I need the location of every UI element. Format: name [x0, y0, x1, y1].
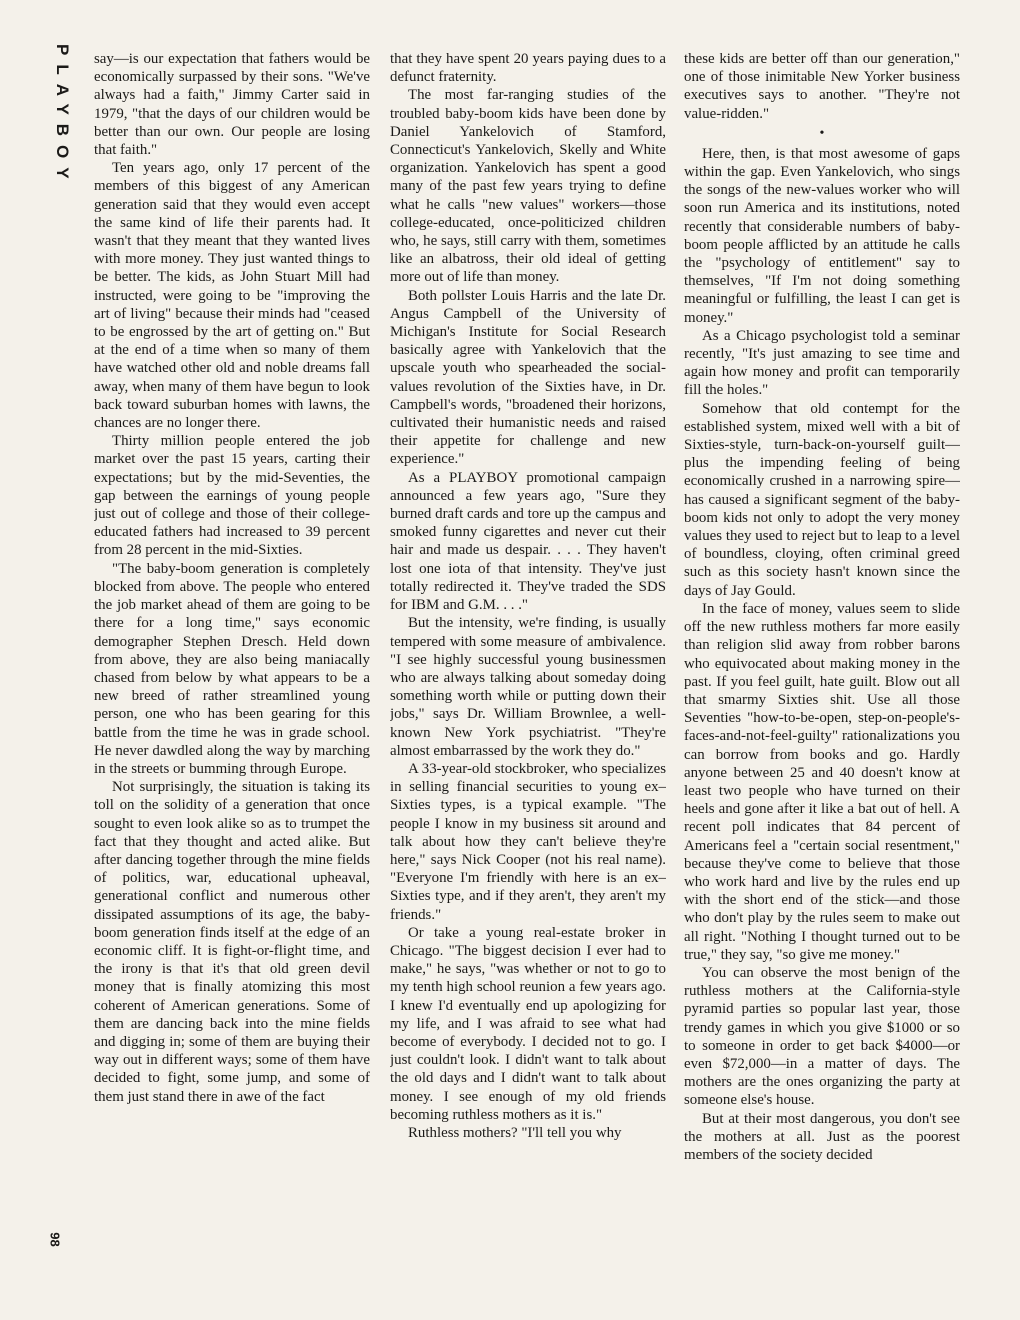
- paragraph: Somehow that old contempt for the established system, mixed well with a bit of Sixties-style, turn-back-on-yourself guilt—plus the impending feeling of being economically crushed in a narrowing spire—has caused a significant segment of the baby-boom kids not only to adopt the very money values they used to reject but to leap to a level of boundless, cloying, often criminal greed such as this society hasn't known since the days of Jay Gould.: [684, 400, 960, 599]
- paragraph: You can observe the most benign of the ruthless mothers at the California-style pyramid parties so popular last year, those trendy games in which you give $1000 or so to someone in order to get back $4000—or even $72,000—in a matter of days. The mothers are the ones organizing the party at someone else's house.: [684, 964, 960, 1109]
- paragraph: "The baby-boom generation is completely blocked from above. The people who entered the job market ahead of them are going to be there for a long time," says economic demographer Stephen Dresch. Held down from above, they are also being maniacally chased from below by what appears to be a new breed of rather streamlined young person, one who has been gearing for this battle from the time he was in grade school. He never dawdled along the way by marching in the streets or bumming through Europe.: [94, 560, 370, 777]
- column-3: [684, 50, 960, 1272]
- paragraph: Thirty million people entered the job market over the past 15 years, carting their expectations; but by the mid-Seventies, the gap between the earnings of young people just out of college and those of their college-educated fathers had increased to 39 percent from 28 percent in the mid-Sixties.: [94, 433, 370, 559]
- paragraph: The most far-ranging studies of the troubled baby-boom kids have been done by Daniel Yankelovich of Stamford, Connecticut's Yankelovich, Skelly and White organization. Yankelovich has spent a good many of the past few years trying to define what he calls "new values" workers—those college-educated, once-politicized children who, he says, still carry with them, sometimes like an albatross, their old ideal of getting more out of life than money.: [390, 87, 666, 286]
- masthead: [52, 44, 74, 204]
- paragraph: Not surprisingly, the situation is taking its toll on the solidity of a generation that once sought to even look alike so as to trumpet the fact that they thought and acted alike. But after dancing together through the mine fields of politics, war, educational upheaval, generational conflict and numerous other dissipated assumptions of its age, the baby-boom generation finds itself at the edge of an economic cliff. It is fight-or-flight time, and the irony is that it's that old green devil money that is finally atomizing this most coherent of American generations. Some of them are dancing back into the mine fields and digging in; some of them are buying their way out in different ways; some of them have decided to fight, some jump, and some of them just stand there in awe of the fact: [94, 779, 370, 1105]
- paragraph: these kids are better off than our generation," one of those inimitable New Yorker business executives says to another. "They're not value-ridden.": [684, 51, 960, 122]
- paragraph: As a Chicago psychologist told a seminar recently, "It's just amazing to see time and again how money and profit can temporarily fill the holes.": [684, 327, 960, 399]
- paragraph: Here, then, is that most awesome of gaps within the gap. Even Yankelovich, who sings the songs of the new-values worker who will soon run America and its institutions, noted recently that considerable numbers of baby-boom people afflicted by an attitude he calls the "psychology of entitlement" say to themselves, "If I'm not doing something meaningful or fulfilling, the least I can get is money.": [684, 145, 960, 326]
- masthead-text: PLAYBOY: [53, 44, 72, 188]
- section-separator: •: [819, 125, 825, 141]
- paragraph: Or take a young real-estate broker in Chicago. "The biggest decision I ever had to make," he says, "was whether or not to go to my tenth high school reunion a few years ago. I knew I'd eventually end up apologizing for my life, and I was afraid to see what had become of everybody. I decided not to go. I just couldn't look. I didn't want to talk about the old days and I didn't want to talk about money. I see enough of my old friends becoming ruthless mothers as it is.": [390, 924, 666, 1123]
- paragraph: As a PLAYBOY promotional campaign announced a few years ago, "Sure they burned draft cards and tore up the campus and smoked funny cigarettes and never cut their hair and made us despair. . . . They haven't lost one iota of that intensity. They've just totally redirected it. They've traded the SDS for IBM and G.M. . . .": [390, 469, 666, 614]
- paragraph: say—is our expectation that fathers would be economically surpassed by their sons. "We've always had a faith," Jimmy Carter said in 1979, "that the days of our children would be better than our own. Our people are losing that faith.": [94, 51, 370, 159]
- paragraph: But at their most dangerous, you don't see the mothers at all. Just as the poorest members of the society decided: [684, 1110, 960, 1163]
- column-2: [390, 50, 666, 1272]
- paragraph: But the intensity, we're finding, is usually tempered with some measure of ambivalence. "I see highly successful young businessmen who are always talking about someday doing something worth while or putting down their jobs," says Dr. William Brownlee, a well-known New York psychiatrist. "They're almost embarrassed by the work they do.": [390, 615, 666, 759]
- paragraph: Ten years ago, only 17 percent of the members of this biggest of any American generation said that they would even accept the same kind of life their parents had. It wasn't that they meant that they wanted lives with more money. They just wanted things to be better. The kids, as John Stuart Mill had instructed, were going to be "improving the art of living" because their minds had "ceased to be engrossed by the art of getting on." But at the end of a time when so many of them have watched other old and noble dreams fall away, when many of them have begun to look back toward suburban homes with lawns, the chances are no longer there.: [94, 160, 370, 432]
- paragraph: A 33-year-old stockbroker, who specializes in selling financial securities to young ex–Sixties types, is a typical example. "The people I know in my business sit around and talk about how they can't believe they're here," says Nick Cooper (not his real name). "Everyone I'm friendly with here is an ex–Sixties type, and if they aren't, they aren't my friends.": [390, 760, 666, 923]
- paragraph: Both pollster Louis Harris and the late Dr. Angus Campbell of the University of Michigan's Institute for Social Research basically agree with Yankelovich that the upscale youth who spearheaded the social-values revolution of the Sixties have, in Dr. Campbell's words, "broadened their horizons, cultivated their humanistic needs and raised their appetite for challenge and new experience.": [390, 287, 666, 468]
- column-1: [94, 50, 370, 1272]
- paragraph: In the face of money, values seem to slide off the new ruthless mothers far more easily than religion slid away from robber barons who equivocated about making money in the past. If you feel guilt, hate guilt. Blow out all that smarmy Sixties shit. Use all those Seventies "how-to-be-open, step-on-people's-faces-and-not-feel-guilty" rationalizations you can borrow from books and go. Hardly anyone between 25 and 40 doesn't know at least two people who have turned on their heels and gone after it like a bat out of hell. A recent poll indicates that 84 percent of Americans feel a "certain social resentment," because they've come to believe that those who work hard and live by the rules end up with the short end of the stick—and those who don't play by the rules seem to make out all right. "Nothing I thought turned out to be true," they say, "so give me money.": [684, 600, 960, 963]
- page-number: 98: [47, 1232, 63, 1247]
- paragraph: that they have spent 20 years paying dues to a defunct fraternity.: [390, 51, 666, 86]
- paragraph: Ruthless mothers? "I'll tell you why: [408, 1124, 622, 1141]
